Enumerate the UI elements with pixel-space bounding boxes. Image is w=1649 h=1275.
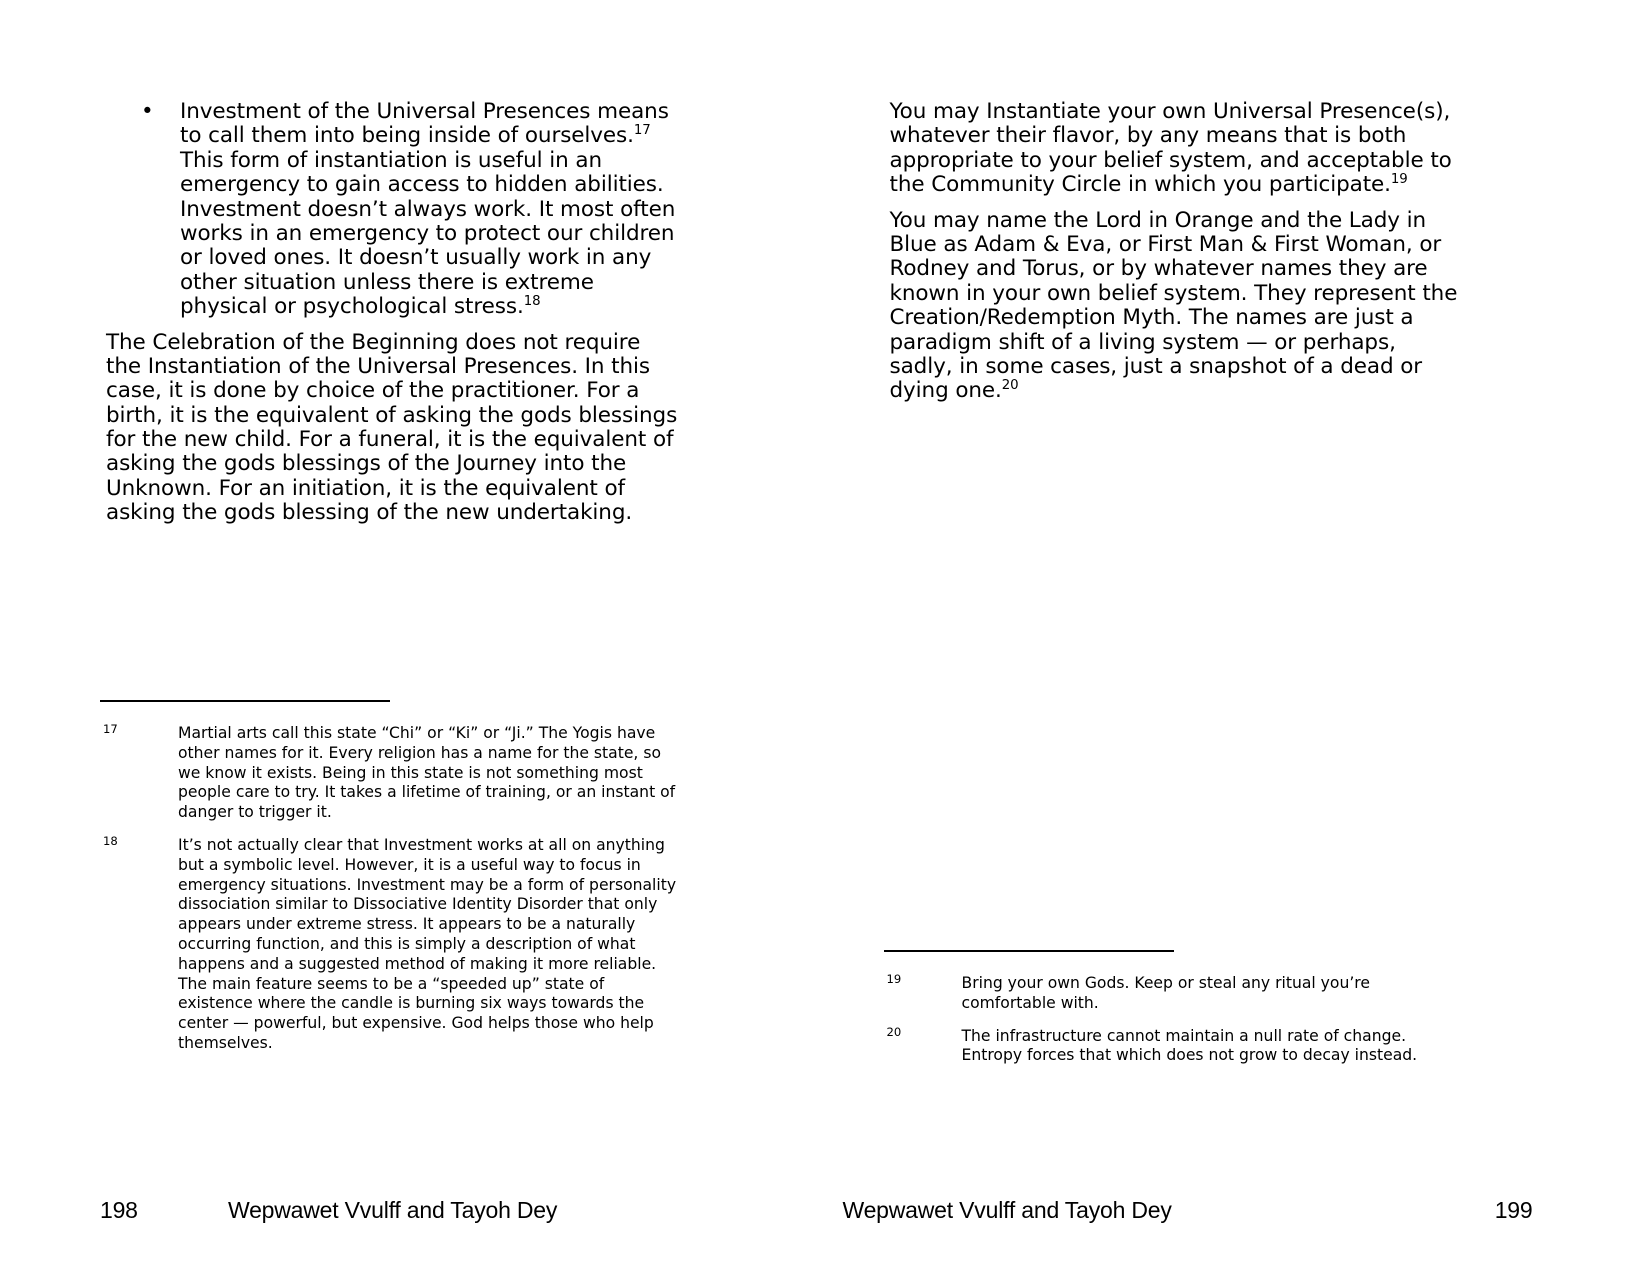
paragraph-text: You may name the Lord in Orange and the Lady in Blue as Adam & Eva, or First Man & First Woman, or Rodney and Torus, or by whatever names they are known in your own belief system. They represent the Creation/Redemption Myth. The names are just a paradigm shift of a living system — or perhaps, sadly, in some cases, just a snapshot of a dead or dying one. — [889, 207, 1458, 404]
paragraph-text: You may Instantiate your own Universal Presence(s), whatever their flavor, by any means that is both appropriate to your belief system, and acceptable to the Community Circle in which you participate. — [889, 99, 1452, 198]
left-body-column — [106, 100, 678, 537]
footnote-text: The infrastructure cannot maintain a null rate of change. Entropy forces that which does not grow to decay instead. — [961, 1026, 1418, 1065]
right-page-footer — [825, 1155, 1649, 1275]
list-item — [106, 100, 678, 320]
footnote-separator-rule — [884, 950, 1174, 952]
footnote-number: 17 — [103, 722, 118, 736]
footnote-20 — [884, 1024, 1462, 1067]
running-title: Wepwawet Vvulff and Tayoh Dey — [842, 1197, 1172, 1223]
paragraph-names — [890, 209, 1462, 404]
paragraph-instantiate — [890, 100, 1462, 198]
right-footnote-block — [884, 950, 1462, 1066]
bullet-text-part-1: Investment of the Universal Presences means to call them into being inside of ourselves. — [180, 99, 669, 149]
bullet-list — [106, 100, 678, 320]
footnote-text: It’s not actually clear that Investment works at all on anything but a symbolic level. However, it is a useful way to focus in emergency situations. Investment may be a form of personality dissociation similar to Dissociative Identity Disorder that only appears under extreme stress. It appears to be a naturally occurring function, and this is simply a description of what happens and a suggested method of making it more reliable. The main feature seems to be a “speeded up” state of existence where the candle is burning six ways towards the center — powerful, but expensive. God helps those who help themselves. — [178, 835, 677, 1052]
bullet-text-part-2: This form of instantiation is useful in an emergency to gain access to hidden abilities. Investment doesn’t always work. It most often works in an emergency to protect our children or loved ones. It doesn’t usually work in any other situation unless there is extreme physical or psychological stress. — [180, 147, 676, 320]
footnote-ref-18[interactable]: 18 — [523, 293, 541, 309]
footnote-text: Martial arts call this state “Chi” or “Ki” or “Ji.” The Yogis have other names for it. Every religion has a name for the state, so we know it exists. Being in this state is not something most people care to try. It takes a lifetime of training, or an instant of danger to trigger it. — [178, 724, 676, 822]
footnote-18 — [100, 833, 678, 1054]
left-footnote-block — [100, 700, 678, 1054]
left-page-footer — [0, 1155, 825, 1275]
paragraph-celebration: The Celebration of the Beginning does not require the Instantiation of the Universal Presences. In this case, it is done by choice of the practitioner. For a birth, it is the equivalent of asking the gods blessings for the new child. For a funeral, it is the equivalent of asking the gods blessings of the Journey into the Unknown. For an initiation, it is the equivalent of asking the gods blessing of the new undertaking. — [106, 329, 678, 526]
footnote-number: 18 — [103, 833, 118, 848]
footnote-ref-19[interactable]: 19 — [1390, 172, 1408, 188]
page-number: 199 — [1494, 1197, 1533, 1223]
footnote-ref-17[interactable]: 17 — [633, 123, 651, 139]
page-number: 198 — [100, 1197, 138, 1223]
running-title: Wepwawet Vvulff and Tayoh Dey — [228, 1197, 558, 1223]
footnote-17 — [100, 724, 678, 823]
footnote-number: 20 — [886, 1024, 902, 1039]
bullet-marker: • — [141, 99, 154, 124]
footnote-text: Bring your own Gods. Keep or steal any ritual you’re comfortable with. — [961, 974, 1370, 1012]
footnote-number: 19 — [886, 972, 902, 986]
footnote-ref-20[interactable]: 20 — [1001, 378, 1019, 394]
page-right — [825, 0, 1649, 1275]
footnote-separator-rule — [100, 700, 390, 702]
footnote-19 — [884, 974, 1462, 1014]
right-body-column — [890, 100, 1462, 415]
